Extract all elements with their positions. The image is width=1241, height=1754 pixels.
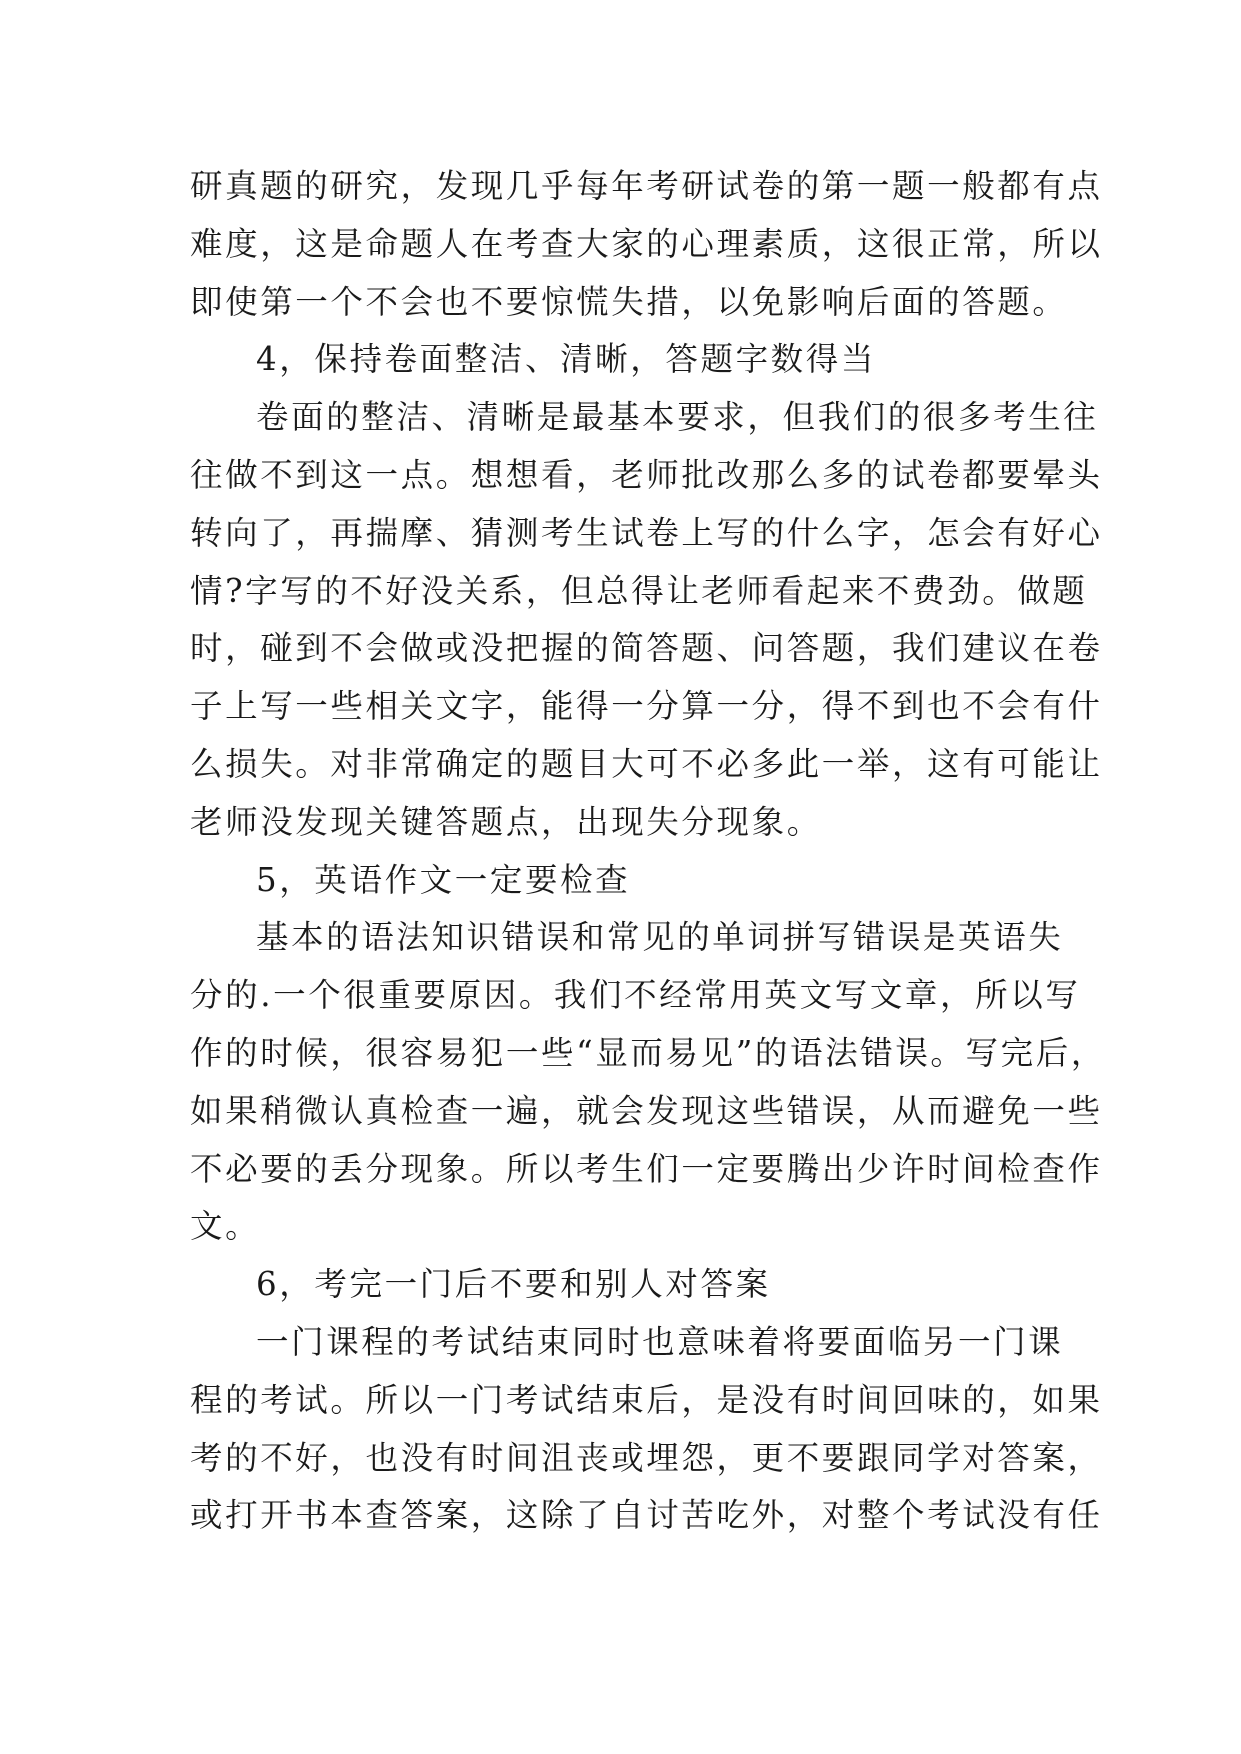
document-body bbox=[190, 158, 1106, 1545]
text-line: 子上写一些相关文字，能得一分算一分，得不到也不会有什 bbox=[190, 687, 1103, 726]
text-line: 如果稍微认真检查一遍，就会发现这些错误，从而避免一些 bbox=[190, 1091, 1103, 1130]
section-heading-6: 6，考完一门后不要和别人对答案 bbox=[256, 1265, 771, 1304]
text-line: 时，碰到不会做或没把握的简答题、问答题，我们建议在卷 bbox=[190, 629, 1103, 668]
text-line: 或打开书本查答案，这除了自讨苦吃外，对整个考试没有任 bbox=[190, 1496, 1103, 1535]
text-line: 转向了，再揣摩、猜测考生试卷上写的什么字，怎会有好心 bbox=[190, 513, 1103, 552]
text-line: 文。 bbox=[190, 1207, 261, 1246]
section-heading-4: 4，保持卷面整洁、清晰，答题字数得当 bbox=[256, 340, 876, 379]
text-line: 么损失。对非常确定的题目大可不必多此一举，这有可能让 bbox=[190, 744, 1103, 783]
text-line: 卷面的整洁、清晰是最基本要求，但我们的很多考生往 bbox=[256, 398, 1099, 437]
text-line: 情?字写的不好没关系，但总得让老师看起来不费劲。做题 bbox=[190, 571, 1088, 610]
text-line: 作的时候，很容易犯一些“显而易见”的语法错误。写完后， bbox=[190, 1033, 1106, 1072]
text-line: 程的考试。所以一门考试结束后，是没有时间回味的，如果 bbox=[190, 1380, 1103, 1419]
text-line: 一门课程的考试结束同时也意味着将要面临另一门课 bbox=[256, 1322, 1064, 1361]
text-line: 难度，这是命题人在考查大家的心理素质，这很正常，所以 bbox=[190, 224, 1103, 263]
text-line: 研真题的研究，发现几乎每年考研试卷的第一题一般都有点 bbox=[190, 167, 1103, 205]
text-line: 考的不好，也没有时间沮丧或埋怨，更不要跟同学对答案， bbox=[190, 1438, 1103, 1477]
section-heading-5: 5，英语作文一定要检查 bbox=[256, 860, 631, 899]
text-line: 老师没发现关键答题点，出现失分现象。 bbox=[190, 802, 822, 841]
text-line: 分的.一个很重要原因。我们不经常用英文写文章，所以写 bbox=[190, 976, 1081, 1015]
text-line: 往做不到这一点。想想看，老师批改那么多的试卷都要晕头 bbox=[190, 455, 1103, 494]
text-line: 不必要的丢分现象。所以考生们一定要腾出少许时间检查作 bbox=[190, 1149, 1103, 1188]
text-line: 基本的语法知识错误和常见的单词拼写错误是英语失 bbox=[256, 918, 1064, 957]
text-line: 即使第一个不会也不要惊慌失措，以免影响后面的答题。 bbox=[190, 282, 1068, 321]
